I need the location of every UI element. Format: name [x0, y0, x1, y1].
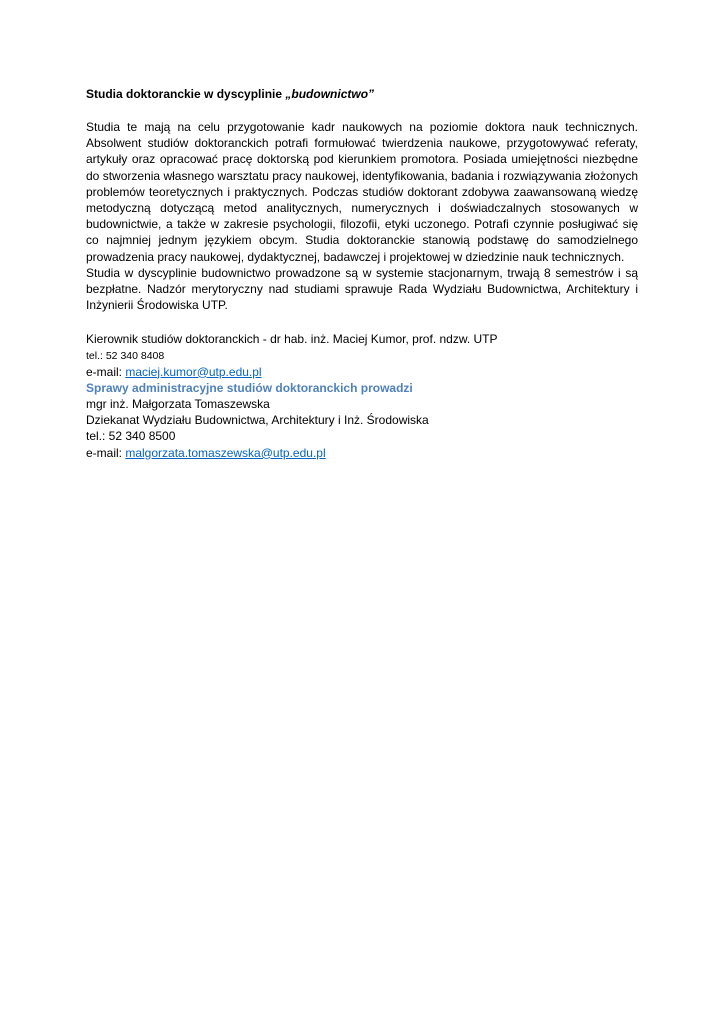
document-page [86, 86, 638, 461]
document-title [86, 86, 638, 102]
title-discipline: „budownictwo” [285, 87, 375, 101]
program-head-line: Kierownik studiów doktoranckich - dr hab. inż. Maciej Kumor, prof. ndzw. UTP [86, 332, 498, 347]
admin-phone: tel.: 52 340 8500 [86, 429, 176, 444]
email-label: e-mail: [86, 364, 126, 379]
email-label: e-mail: [86, 445, 126, 460]
program-head-email-line [86, 364, 638, 380]
admin-office: Dziekanat Wydziału Budownictwa, Architektury i Inż. Środowiska [86, 413, 429, 428]
program-head-email-link[interactable]: maciej.kumor@utp.edu.pl [125, 364, 262, 379]
program-description-paragraph: Studia te mają na celu przygotowanie kadr naukowych na poziomie doktora nauk technicznych. Absolwent studiów doktoranckich potrafi formułować twierdzenia naukowe, przygotowywać referaty, artykuły oraz opracować pracę doktorską pod kierunkiem promotora. Posiada umiejętności niezbędne do stworzenia własnego warsztatu pracy naukowej, identyfikowania, badania i rozwiązywania złożonych problemów teoretycznych i praktycznych. Podczas studiów doktorant zdobywa zaawansowaną wiedzę metodyczną dotyczącą metod analitycznych, numerycznych i doświadczalnych stosowanych w budownictwie, a także w zakresie psychologii, filozofii, etyki uczonego. Potrafi czynnie posługiwać się co najmniej jednym językiem obcym. Studia doktoranckie stanowią podstawę do samodzielnego prowadzenia pracy naukowej, dydaktycznej, badawczej i projektowej w dziedzinie nauk technicznych. [86, 120, 638, 264]
title-prefix: Studia doktoranckie w dyscyplinie [86, 87, 286, 101]
admin-email-line [86, 445, 638, 461]
program-head-phone: tel.: 52 340 8408 [86, 349, 165, 362]
admin-heading: Sprawy administracyjne studiów doktoranckich prowadzi [86, 380, 413, 395]
program-details-paragraph: Studia w dyscyplinie budownictwo prowadzone są w systemie stacjonarnym, trwają 8 semestrów i są bezpłatne. Nadzór merytoryczny nad studiami sprawuje Rada Wydziału Budownictwa, Architektury i Inżynierii Środowiska UTP. [86, 265, 638, 313]
admin-email-link[interactable]: malgorzata.tomaszewska@utp.edu.pl [125, 445, 326, 460]
admin-name: mgr inż. Małgorzata Tomaszewska [86, 397, 270, 412]
contact-section [86, 331, 638, 460]
